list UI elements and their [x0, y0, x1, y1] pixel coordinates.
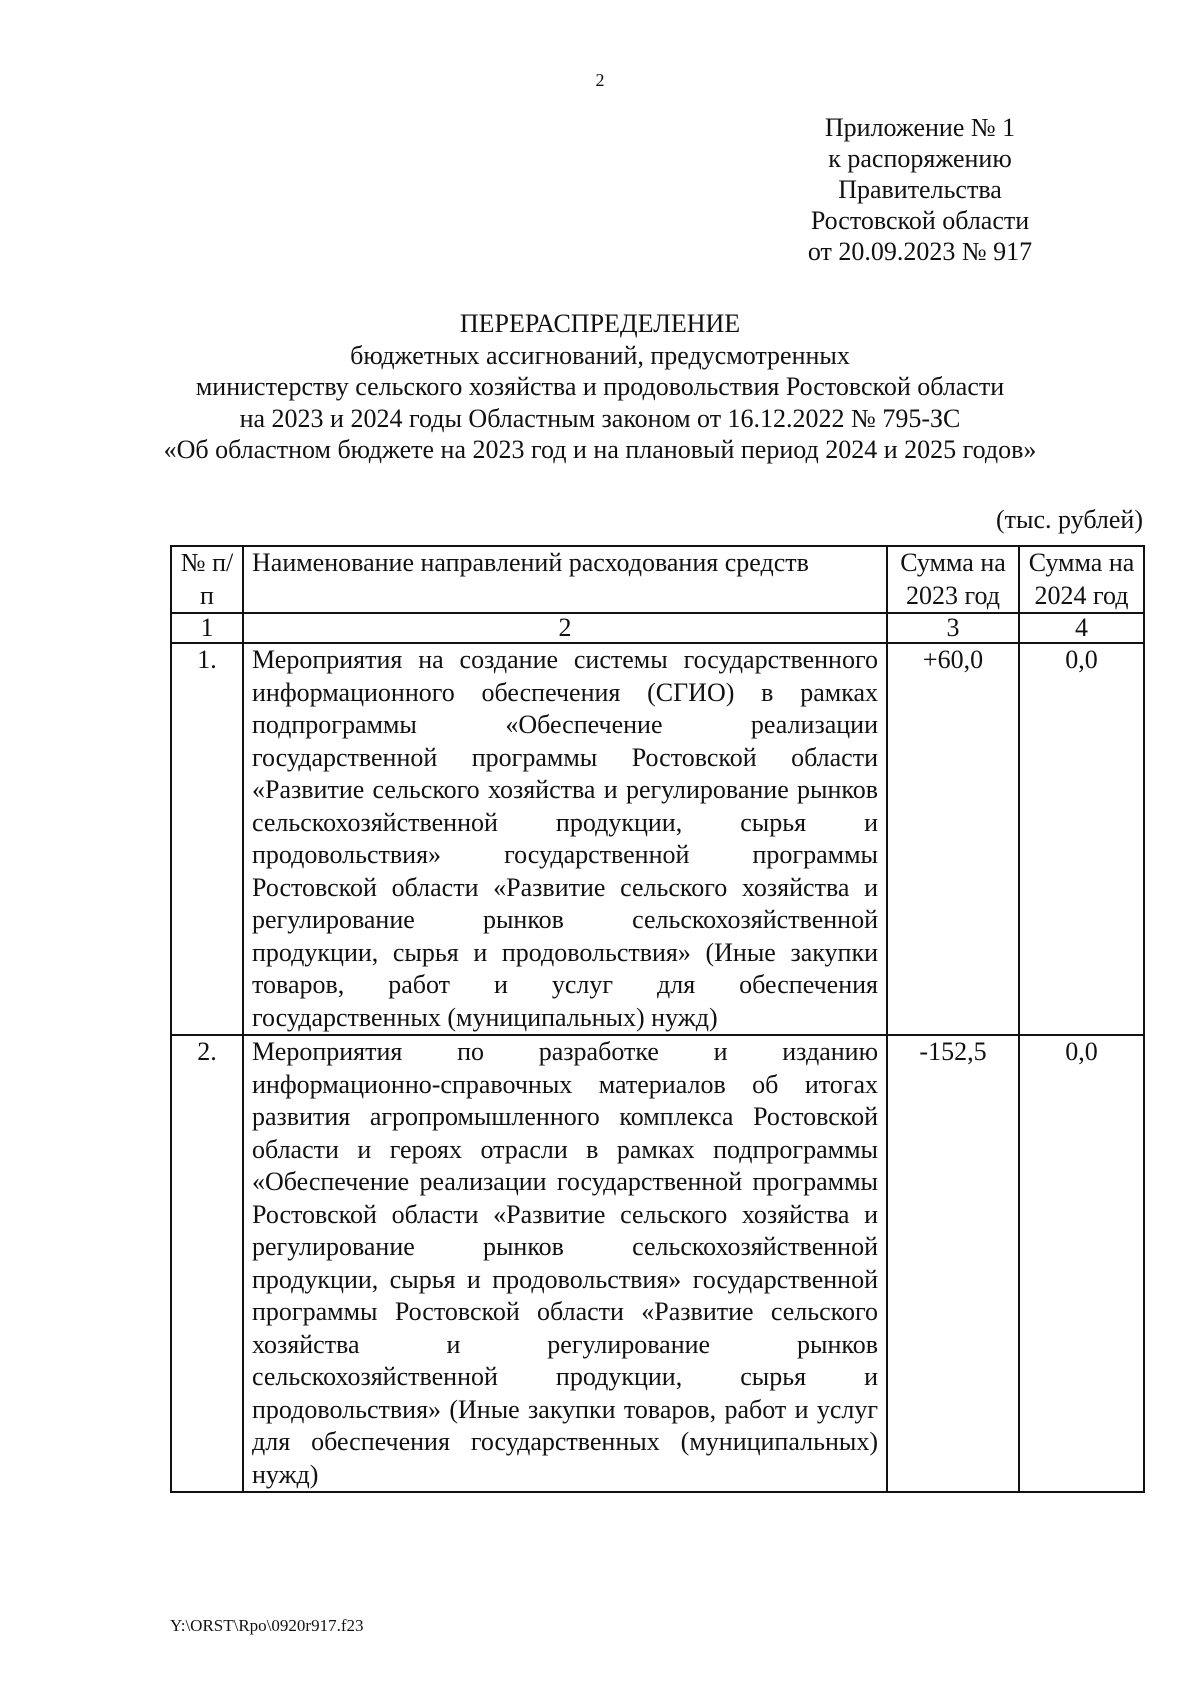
appendix-line: от 20.09.2023 № 917 — [807, 237, 1033, 266]
appendix-line: Правительства — [838, 175, 1002, 204]
title-line: «Об областном бюджете на 2023 год и на плановый период 2024 и 2025 годов» — [163, 435, 1037, 464]
column-number: 4 — [1019, 613, 1144, 643]
appendix-line: к распоряжению — [828, 144, 1012, 173]
table-row — [171, 643, 1144, 1035]
header-name: Наименование направлений расходования средств — [243, 546, 887, 613]
row-number: 2. — [171, 1035, 243, 1492]
column-number: 2 — [243, 613, 887, 643]
row-sum-2024: 0,0 — [1019, 1035, 1144, 1492]
row-sum-2023: +60,0 — [887, 643, 1019, 1035]
row-description: Мероприятия по разработке и изданию информационно-справочных материалов об итогах развития агропромышленного комплекса Ростовской области и героях отрасли в рамках подпрограммы «Обеспечение реализации государственной программы Ростовской области «Развитие сельского хозяйства и регулирование рынков сельскохозяйственной продукции, сырья и продовольствия» государственной программы Ростовской области «Развитие сельского хозяйства и регулирование рынков сельскохозяйственной продукции, сырья и продовольствия» (Иные закупки товаров, работ и услуг для обеспечения государственных (муниципальных) нужд) — [243, 1035, 887, 1492]
units-label: (тыс. рублей) — [995, 505, 1143, 534]
column-number-row — [171, 613, 1144, 643]
appendix-reference — [770, 112, 1070, 267]
title-line: бюджетных ассигнований, предусмотренных — [350, 340, 850, 370]
title-line: на 2023 и 2024 годы Областным законом от 16.12.2022 № 795-ЗС — [239, 403, 961, 433]
allocation-table — [170, 545, 1145, 1493]
document-title — [100, 308, 1100, 466]
appendix-line: Ростовской области — [810, 206, 1030, 235]
row-sum-2023: -152,5 — [887, 1035, 1019, 1492]
row-sum-2024: 0,0 — [1019, 643, 1144, 1035]
header-sum-2023: Сумма на 2023 год — [887, 546, 1019, 613]
column-number: 3 — [887, 613, 1019, 643]
row-description: Мероприятия на создание системы государственного информационного обеспечения (СГИО) в рамках подпрограммы «Обеспечение реализации государственной программы Ростовской области «Развитие сельского хозяйства и регулирование рынков сельскохозяйственной продукции, сырья и продовольствия» государственной программы Ростовской области «Развитие сельского хозяйства и регулирование рынков сельскохозяйственной продукции, сырья и продовольствия» (Иные закупки товаров, работ и услуг для обеспечения государственных (муниципальных) нужд) — [243, 643, 887, 1035]
table-header-row — [171, 546, 1144, 613]
column-number: 1 — [171, 613, 243, 643]
page-number: 2 — [595, 70, 605, 90]
header-sum-2024: Сумма на 2024 год — [1019, 546, 1144, 613]
title-heading: ПЕРЕРАСПРЕДЕЛЕНИЕ — [459, 309, 741, 338]
row-number: 1. — [171, 643, 243, 1035]
table-row — [171, 1035, 1144, 1492]
file-path-footer: Y:\ORST\Rpo\0920r917.f23 — [170, 1616, 364, 1635]
header-num: № п/п — [171, 546, 243, 613]
title-line: министерству сельского хозяйства и продовольствия Ростовской области — [195, 372, 1005, 401]
appendix-line: Приложение № 1 — [824, 113, 1016, 142]
